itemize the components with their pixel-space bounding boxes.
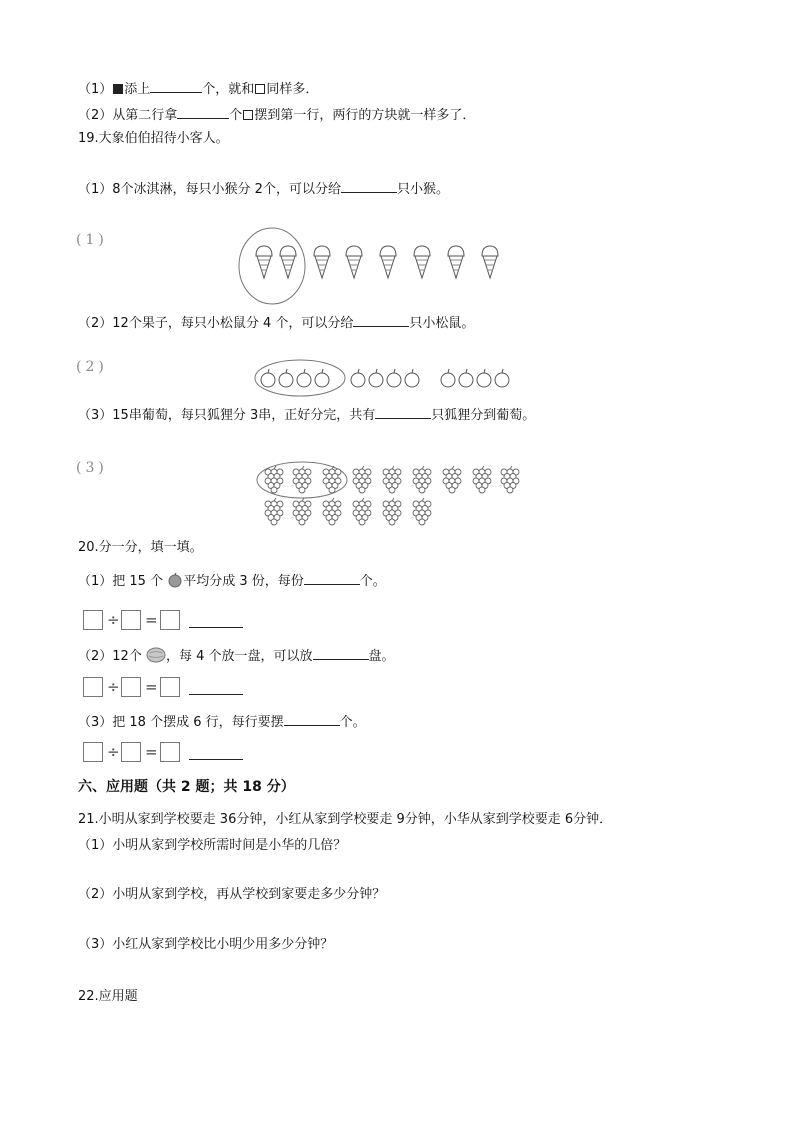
hollow-square-icon	[255, 84, 265, 94]
divide-sign: ÷	[107, 743, 120, 761]
answer-blank[interactable]	[375, 406, 431, 419]
fruit-icon	[261, 369, 275, 387]
grape-bunch-icon	[383, 498, 401, 525]
group-circle	[239, 228, 305, 304]
q20-part1: （1）把 15 个 平均分成 3 份，每份 个。	[78, 574, 386, 589]
fruit-figure	[254, 358, 526, 398]
answer-blank[interactable]	[189, 627, 243, 628]
fruit-icon	[495, 369, 509, 387]
grape-bunch-icon	[265, 498, 283, 525]
answer-blank[interactable]	[304, 572, 360, 585]
fruit-icon	[405, 369, 419, 387]
answer-blank[interactable]	[341, 180, 397, 193]
grape-bunch-icon	[265, 466, 283, 493]
divisor-box[interactable]	[121, 677, 141, 697]
q21-part1: （1）小明从家到学校所需时间是小华的几倍？	[78, 838, 347, 853]
apple-icon	[167, 572, 183, 588]
grape-bunch-icon	[353, 466, 371, 493]
ice-cream-icon	[256, 246, 272, 278]
ice-cream-icon	[280, 246, 296, 278]
ice-cream-icon	[482, 246, 498, 278]
q20-part3: （3）把 18 个摆成 6 行，每行要摆 个。	[78, 715, 366, 730]
answer-blank[interactable]	[189, 694, 243, 695]
divisor-box[interactable]	[121, 610, 141, 630]
divisor-box[interactable]	[121, 742, 141, 762]
grape-bunch-icon	[323, 466, 341, 493]
q21-part2: （2）小明从家到学校，再从学校到家要走多少分钟？	[78, 887, 386, 902]
fruit-icon	[351, 369, 365, 387]
grape-bunch-icon	[383, 466, 401, 493]
grape-bunch-icon	[353, 498, 371, 525]
grapes-figure	[256, 458, 526, 528]
fruit-icon	[477, 369, 491, 387]
quotient-box[interactable]	[160, 742, 180, 762]
grape-bunch-icon	[293, 466, 311, 493]
q19-part3: （3）15串葡萄，每只狐狸分 3串，正好分完，共有 只狐狸分到葡萄。	[78, 408, 536, 423]
q18-part2: （2）从第二行拿 个 摆到第一行，两行的方块就一样多了．	[78, 108, 476, 123]
ice-cream-icon	[380, 246, 396, 278]
fruit-icon	[297, 369, 311, 387]
divide-sign: ÷	[107, 611, 120, 629]
grape-bunch-icon	[413, 498, 431, 525]
fruit-icon	[369, 369, 383, 387]
equals-sign: =	[145, 678, 158, 696]
ice-cream-icon	[448, 246, 464, 278]
grape-bunch-icon	[293, 498, 311, 525]
equals-sign: =	[145, 743, 158, 761]
figure-label-2: (2)	[76, 359, 108, 375]
answer-blank[interactable]	[177, 106, 229, 119]
q19-title: 19.大象伯伯招待小客人。	[78, 131, 229, 146]
q18-part1: （1） 添上 个，就和 同样多．	[78, 82, 319, 97]
grape-bunch-icon	[473, 466, 491, 493]
divide-sign: ÷	[107, 678, 120, 696]
fruit-icon	[315, 369, 329, 387]
grape-bunch-icon	[413, 466, 431, 493]
quotient-box[interactable]	[160, 677, 180, 697]
dividend-box[interactable]	[83, 610, 103, 630]
ice-cream-figure	[236, 224, 506, 308]
answer-blank[interactable]	[150, 80, 202, 93]
figure-label-1: (1)	[76, 232, 108, 248]
ice-cream-icon	[314, 246, 330, 278]
equals-sign: =	[145, 611, 158, 629]
q19-part1: （1）8个冰淇淋，每只小猴分 2个，可以分给 只小猴。	[78, 182, 449, 197]
ice-cream-icon	[414, 246, 430, 278]
fruit-icon	[279, 369, 293, 387]
dividend-box[interactable]	[83, 677, 103, 697]
grape-bunch-icon	[501, 466, 519, 493]
fruit-icon	[459, 369, 473, 387]
ice-cream-icon	[346, 246, 362, 278]
group-circle	[255, 360, 345, 396]
answer-blank[interactable]	[313, 647, 369, 660]
answer-blank[interactable]	[284, 713, 340, 726]
q20-part2: （2）12个 ，每 4 个放一盘，可以放 盘。	[78, 649, 395, 664]
filled-square-icon	[113, 84, 123, 94]
dividend-box[interactable]	[83, 742, 103, 762]
grape-bunch-icon	[323, 498, 341, 525]
quotient-box[interactable]	[160, 610, 180, 630]
grape-bunch-icon	[443, 466, 461, 493]
melon-icon	[146, 647, 166, 663]
q22-title: 22.应用题	[78, 989, 138, 1004]
q21-part3: （3）小红从家到学校比小明少用多少分钟？	[78, 937, 334, 952]
q19-part2: （2）12个果子，每只小松鼠分 4 个，可以分给 只小松鼠。	[78, 316, 475, 331]
answer-blank[interactable]	[189, 759, 243, 760]
fruit-icon	[441, 369, 455, 387]
figure-label-3: (3)	[76, 460, 108, 476]
fruit-icon	[387, 369, 401, 387]
section-heading: 六、应用题（共 2 题；共 18 分）	[78, 779, 295, 795]
answer-blank[interactable]	[353, 314, 409, 327]
q20-title: 20.分一分，填一填。	[78, 540, 203, 555]
q21-text: 21.小明从家到学校要走 36分钟，小红从家到学校要走 9分钟，小华从家到学校要走 6分钟．	[78, 812, 613, 827]
hollow-square-icon	[243, 110, 253, 120]
